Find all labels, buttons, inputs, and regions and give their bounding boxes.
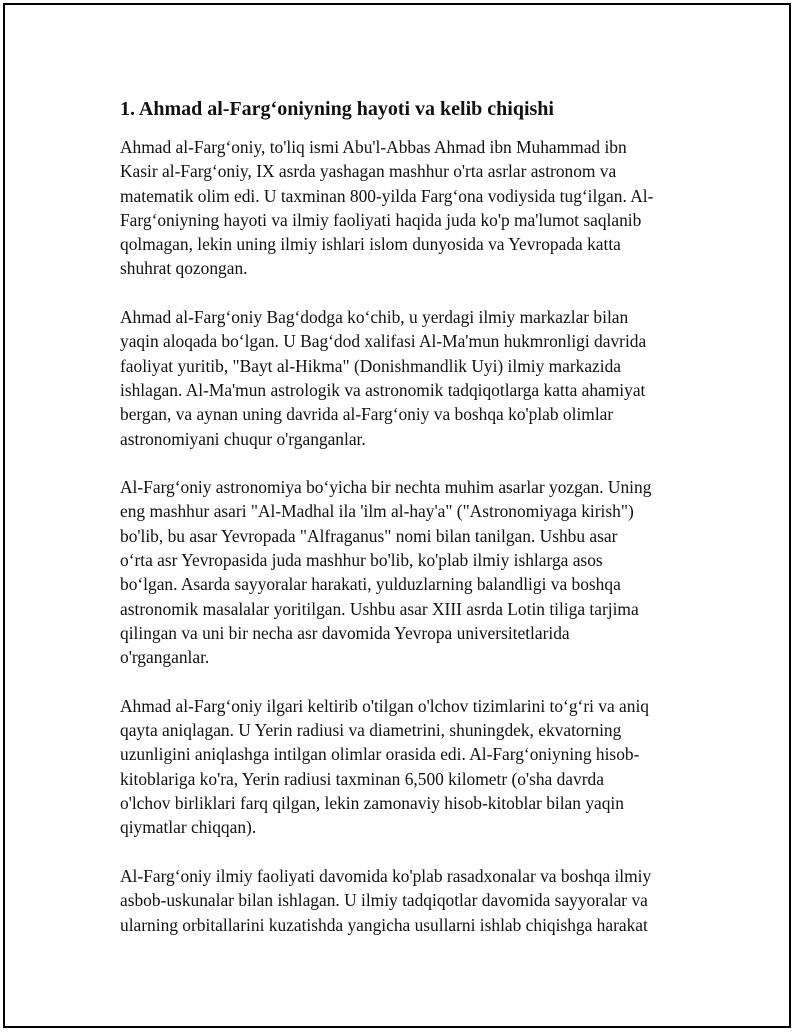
- section-heading: 1. Ahmad al-Farg‘oniyning hayoti va kelib chiqishi: [120, 98, 554, 120]
- paragraph-5: Al-Farg‘oniy ilmiy faoliyati davomida ko'plab rasadxonalar va boshqa ilmiy asbob-uskunalar bilan ishlagan. U ilmiy tadqiqotlar davomida sayyoralar va ularning orbitallarini kuzatishda yangicha usullarni ishlab chiqishga harakat: [120, 865, 652, 935]
- paragraph-1: Ahmad al-Farg‘oniy, to'liq ismi Abu'l-Abbas Ahmad ibn Muhammad ibn Kasir al-Farg‘oniy, IX asrda yashagan mashhur o'rta asrlar astronom va matematik olim edi. U taxminan 800-yilda Farg‘ona vodiysida tug‘ilgan. Al- Farg‘oniyning hayoti va ilmiy faoliyati haqida juda ko'p ma'lumot saqlanib qolmagan, lekin uning ilmiy ishlari islom dunyosida va Yevropada katta shuhrat qozongan.: [120, 137, 654, 279]
- paragraph-3: Al-Farg‘oniy astronomiya bo‘yicha bir nechta muhim asarlar yozgan. Uning eng mashhur asari "Al-Madhal ila 'ilm al-hay'a" ("Astronomiyaga kirish") bo'lib, bu asar Yevropada "Alfraganus" nomi bilan tanilgan. Ushbu asar o‘rta asr Yevropasida juda mashhur bo'lib, ko'plab ilmiy ishlarga asos bo‘lgan. Asarda sayyoralar harakati, yulduzlarning balandligi va boshqa astronomik masalalar yoritilgan. Ushbu asar XIII asrda Lotin tiliga tarjima qilingan va uni bir necha asr davomida Yevropa universitetlarida o'rganganlar.: [120, 477, 652, 668]
- document-page: [3, 3, 791, 1028]
- paragraph-4: Ahmad al-Farg‘oniy ilgari keltirib o'tilgan o'lchov tizimlarini to‘g‘ri va aniq qayta aniqlagan. U Yerin radiusi va diametrini, shuningdek, ekvatorning uzunligini aniqlashga intilgan olimlar orasida edi. Al-Farg‘oniyning hisob- kitoblariga ko'ra, Yerin radiusi taxminan 6,500 kilometr (o'sha davrda o'lchov birliklari farq qilgan, lekin zamonaviy hisob-kitoblar bilan yaqin qiymatlar chiqqan).: [120, 695, 649, 838]
- document-body: [120, 95, 688, 961]
- paragraph-2: Ahmad al-Farg‘oniy Bag‘dodga ko‘chib, u yerdagi ilmiy markazlar bilan yaqin aloqada bo‘lgan. U Bag‘dod xalifasi Al-Ma'mun hukmronligi davrida faoliyat yuritib, "Bayt al-Hikma" (Donishmandlik Uyi) ilmiy markazida ishlagan. Al-Ma'mun astrologik va astronomik tadqiqotlarga katta ahamiyat bergan, va aynan uning davrida al-Farg‘oniy va boshqa ko'plab olimlar astronomiyani chuqur o'rganganlar.: [120, 307, 647, 449]
